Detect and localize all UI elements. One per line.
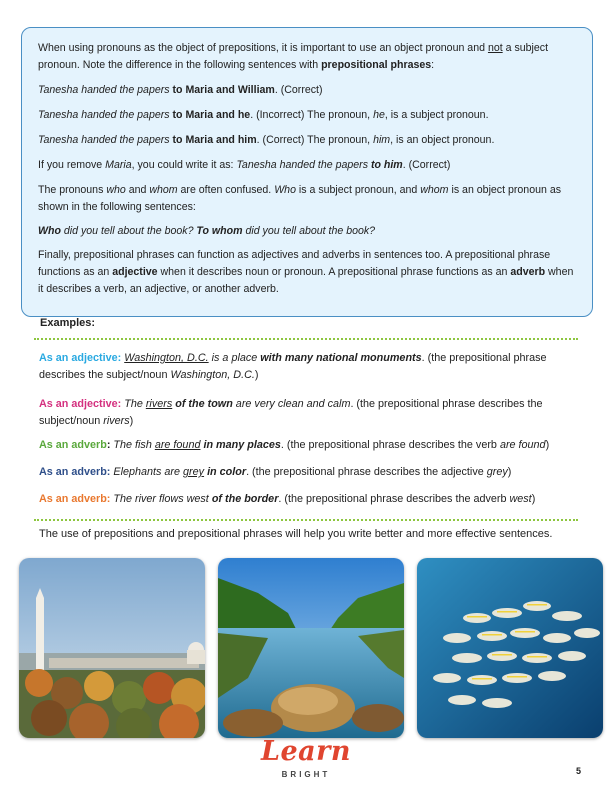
page-number: 5 [576,766,582,776]
examples-heading: Examples: [40,317,96,329]
washington-dc-photo [19,558,205,738]
example-adjective-1: As an adjective: Washington, D.C. is a place with many national monuments. (the prepositional phrase describes the subject/noun Washington, D.C.) [39,352,547,381]
logo-wordmark: Learn [260,736,351,767]
example-sentence-3: Tanesha handed the papers to Maria and him. (Correct) The pronoun, him, is an object pronoun. [38,134,495,146]
dotted-divider-top [34,338,578,340]
example-adjective-2: As an adjective: The rivers of the town are very clean and calm. (the prepositional phrase describes the subject/noun rivers) [39,398,543,427]
logo-subtitle: BRIGHT [281,770,331,779]
dotted-divider-bottom [34,519,578,521]
example-sentence-1: Tanesha handed the papers to Maria and William. (Correct) [38,84,323,96]
example-sentence-2: Tanesha handed the papers to Maria and he. (Incorrect) The pronoun, he, is a subject pronoun. [38,109,489,121]
example-adverb-1: As an adverb: The fish are found in many places. (the prepositional phrase describes the verb are found) [39,439,550,451]
river-photo [218,558,404,738]
intro-paragraph: When using pronouns as the object of prepositions, it is important to use an object pronoun and not a subject pronoun. Note the difference in the following sentences with prepositional phrases: [38,42,549,71]
finally-paragraph: Finally, prepositional phrases can function as adjectives and adverbs in sentences too. A prepositional phrase functions as an adjective when it describes noun or pronoun. A prepositional phrase functions as an adverb when it describes a verb, an adjective, or another adverb. [38,249,574,295]
info-box [21,27,593,317]
who-whom-questions: Who did you tell about the book? To whom did you tell about the book? [38,225,376,237]
who-whom-paragraph: The pronouns who and whom are often confused. Who is a subject pronoun, and whom is an object pronoun as shown in the following sentences: [38,184,562,213]
fish-school-photo [417,558,603,738]
example-adverb-2: As an adverb: Elephants are grey in color. (the prepositional phrase describes the adjective grey) [39,466,512,478]
example-adverb-3: As an adverb: The river flows west of the border. (the prepositional phrase describes the adverb west) [39,493,536,505]
example-sentence-4: If you remove Maria, you could write it as: Tanesha handed the papers to him. (Correct) [38,159,451,171]
closing-sentence: The use of prepositions and prepositional phrases will help you write better and more effective sentences. [39,528,553,540]
learn-bright-logo [256,736,356,784]
